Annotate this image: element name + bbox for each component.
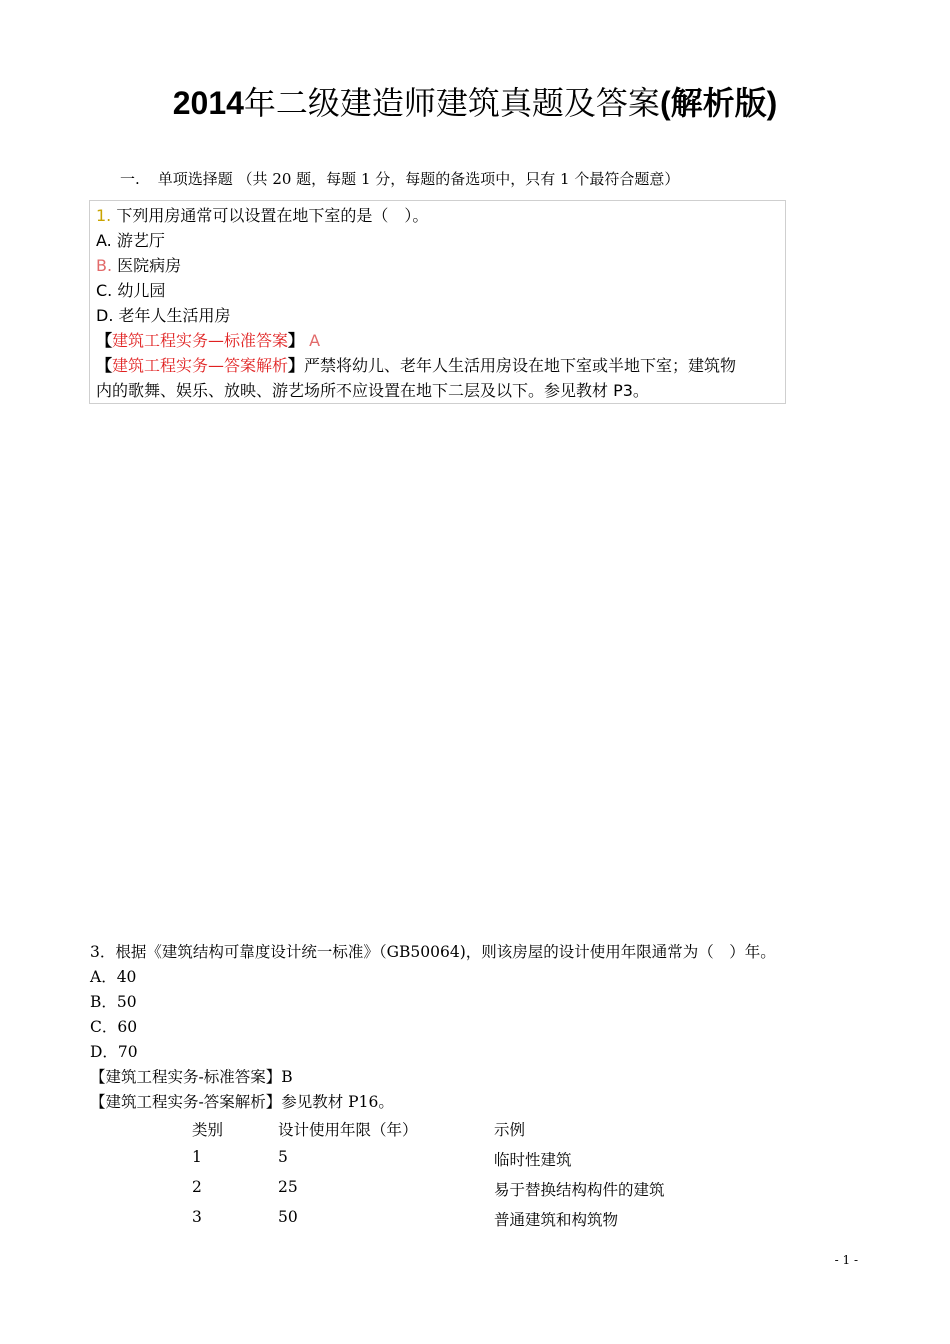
q1-explanation-close: 】 <box>288 356 305 375</box>
table-cell: 2 <box>192 1178 202 1196</box>
q1-answer-value: A <box>309 331 321 350</box>
q1-option-a-key: A. <box>96 231 112 250</box>
title-paren: (解析版) <box>659 85 778 121</box>
q3-option-c: C．60 <box>90 1018 138 1036</box>
q1-explanation-open: 【 <box>96 356 113 375</box>
q1-option-a-text: 游艺厅 <box>116 231 165 250</box>
q1-answer <box>96 330 320 352</box>
q1-number: 1. <box>96 206 112 225</box>
table-cell: 50 <box>278 1208 298 1226</box>
q1-explanation-cont <box>96 380 649 402</box>
table-header-category: 类别 <box>192 1121 224 1139</box>
q1-option-c-key: C. <box>96 281 113 300</box>
page-number: - 1 - <box>834 1253 858 1267</box>
q3-stem: 3．根据《建筑结构可靠度设计统一标准》（GB50064)，则该房屋的设计使用年限通常为（ ）年。 <box>90 943 776 961</box>
q1-stem: 下列用房通常可以设置在地下室的是（ ）。 <box>116 206 429 225</box>
q1-option-c <box>96 280 165 302</box>
section-number: 一. <box>120 170 140 188</box>
table-cell: 3 <box>192 1208 202 1226</box>
q1-stem-line <box>96 205 428 227</box>
q3-option-a: A．40 <box>90 968 137 986</box>
table-cell: 5 <box>278 1148 288 1166</box>
q1-option-a <box>96 230 165 252</box>
q1-answer-open: 【 <box>96 331 113 350</box>
q1-explanation <box>96 355 736 377</box>
q1-answer-close: 】 <box>288 331 305 350</box>
table-cell: 易于替换结构构件的建筑 <box>494 1181 665 1199</box>
q3-option-d: D．70 <box>90 1043 138 1061</box>
table-cell: 1 <box>192 1148 202 1166</box>
q1-option-d-key: D. <box>96 306 114 325</box>
q1-option-b-key: B. <box>96 256 113 275</box>
q1-answer-label: 建筑工程实务—标准答案 <box>112 331 289 350</box>
question-1-image <box>89 200 786 404</box>
table-header-example: 示例 <box>494 1121 526 1139</box>
table-cell: 临时性建筑 <box>494 1151 572 1169</box>
q3-explanation: 【建筑工程实务-答案解析】参见教材 P16。 <box>90 1093 394 1111</box>
q1-option-b-text: 医院病房 <box>117 256 182 275</box>
q1-option-d-text: 老年人生活用房 <box>118 306 231 325</box>
title-main: 年二级建造师建筑真题及答案 <box>243 84 660 122</box>
q1-option-b <box>96 255 181 277</box>
table-header-years: 设计使用年限（年） <box>278 1121 418 1139</box>
page-title <box>0 78 950 124</box>
title-year: 2014 <box>172 85 244 121</box>
q1-option-d <box>96 305 231 327</box>
q3-answer: 【建筑工程实务-标准答案】B <box>90 1068 293 1086</box>
table-cell: 25 <box>278 1178 298 1196</box>
q1-explanation-text-1: 严禁将幼儿、老年人生活用房设在地下室或半地下室；建筑物 <box>304 356 737 375</box>
q1-explanation-label: 建筑工程实务—答案解析 <box>112 356 289 375</box>
section-description: 单项选择题 （共 20 题，每题 1 分，每题的备选项中，只有 1 个最符合题意） <box>157 170 680 188</box>
q1-explanation-text-2: 内的歌舞、娱乐、放映、游艺场所不应设置在地下二层及以下。参见教材 P3。 <box>96 381 649 400</box>
q3-option-b: B．50 <box>90 993 137 1011</box>
q1-option-c-text: 幼儿园 <box>117 281 166 300</box>
table-cell: 普通建筑和构筑物 <box>494 1211 619 1229</box>
section-heading <box>120 168 679 189</box>
